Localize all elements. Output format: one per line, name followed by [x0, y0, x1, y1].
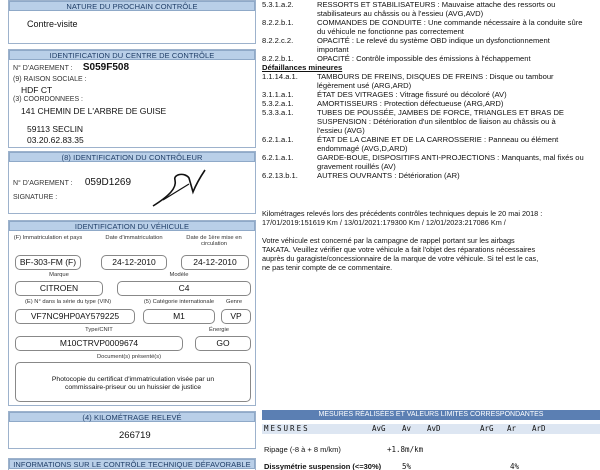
defect-line — [262, 117, 556, 126]
defect-line — [262, 36, 550, 45]
center-header: IDENTIFICATION DU CENTRE DE CONTRÔLE — [9, 50, 255, 60]
genre-value: VP — [221, 309, 251, 324]
defect-line — [262, 135, 558, 144]
km-history-line: Kilométrages relevés lors des précédents contrôles techniques depuis le 20 mai 2018 : — [262, 209, 543, 218]
address-line1: 141 CHEMIN DE L'ARBRE DE GUISE — [21, 106, 167, 116]
defect-text: gravement rouillés (AV) — [317, 162, 396, 171]
defect-line — [262, 9, 483, 18]
col-mesures: MESURES — [264, 424, 310, 433]
dissym-label: Dissymétrie suspension (<=30%) — [264, 462, 382, 470]
col-avg: AvG — [372, 424, 386, 433]
dissym-ar: 4% — [510, 462, 520, 470]
model-value: C4 — [117, 281, 251, 296]
col-avd: AvD — [427, 424, 441, 433]
defect-line — [262, 108, 564, 117]
defect-line — [262, 54, 531, 63]
ripage-value: +1.8m/km — [387, 445, 424, 454]
defect-line — [262, 153, 584, 162]
defect-code: 6.2.1.a.1. — [262, 153, 294, 162]
type-label: Type/CNIT — [85, 327, 113, 333]
defect-code: 8.2.2.b.1. — [262, 18, 294, 27]
mileage-value: 266719 — [119, 430, 151, 441]
measures-header: MESURES RÉALISÉES ET VALEURS LIMITES CORRESPONDANTES — [262, 410, 600, 420]
recall-line: TAKATA. Veuillez vérifier que votre véhicule a fait l'objet des réparations nécessaires — [262, 245, 536, 254]
defect-code: 5.3.2.a.1. — [262, 99, 294, 108]
raison-label: (9) RAISON SOCIALE : — [13, 76, 87, 83]
defect-text: ÉTAT DE LA CABINE ET DE LA CARROSSERIE : Panneau ou élément — [317, 135, 559, 144]
defect-text: ÉTAT DES VITRAGES : Vitrage fissuré ou décoloré (AV) — [317, 90, 507, 99]
defect-code: 6.2.13.b.1. — [262, 171, 298, 180]
left-column — [8, 0, 256, 470]
defect-code: 3.1.1.a.1. — [262, 90, 294, 99]
col-av: Av — [402, 424, 412, 433]
energy-label: Énergie — [209, 327, 229, 333]
vehicle-header: IDENTIFICATION DU VÉHICULE — [9, 221, 255, 231]
bottom-info-box — [8, 458, 256, 470]
defect-text: légèrement usé (ARG,ARD) — [317, 81, 412, 90]
defect-line — [262, 90, 507, 99]
defect-line — [262, 27, 464, 36]
controller-agrement-label: N° D'AGREMENT : — [13, 180, 73, 187]
type-value: M10CTRVP0009674 — [15, 336, 183, 351]
defect-text: AMORTISSEURS : Protection défectueuse (ARG,ARD) — [317, 99, 504, 108]
next-visit-header: NATURE DU PROCHAIN CONTRÔLE — [9, 1, 255, 11]
signature-label: SIGNATURE : — [13, 194, 58, 201]
coord-label: (3) COORDONNEES : — [13, 96, 84, 103]
recall-notice — [262, 236, 600, 272]
vin-value: VF7NC9HP0AY579225 — [15, 309, 135, 324]
defect-line — [262, 171, 460, 180]
mileage-header: (4) KILOMÉTRAGE RELEVÉ — [9, 412, 255, 422]
bottom-info-header: INFORMATIONS SUR LE CONTRÔLE TECHNIQUE DÉFAVORABLE — [9, 459, 255, 469]
docs-value: Photocopie du certificat d'immatriculation visée par un commissaire-priseur ou un huissier de justice — [15, 362, 251, 402]
reg-date-label: Date d'immatriculation — [105, 235, 163, 241]
cat-label: (5) Catégorie internationale — [143, 299, 215, 305]
center-agrement-label: N° D'AGREMENT : — [13, 65, 73, 72]
right-column — [262, 0, 600, 470]
center-agrement: S059F508 — [82, 62, 130, 73]
km-history-line: 17/01/2019:151619 Km / 13/01/2021:179300 Km / 12/01/2023:217086 Km / — [262, 218, 506, 227]
recall-line: Votre véhicule est concerné par la campagne de rappel portant sur les airbags — [262, 236, 515, 245]
first-date-label: Date de 1ère mise en circulation — [186, 235, 242, 247]
energy-value: GO — [195, 336, 251, 351]
first-date-value: 24-12-2010 — [181, 255, 249, 270]
defect-text: GARDE-BOUE, DISPOSITIFS ANTI-PROJECTIONS : Manquants, mal fixés ou — [317, 153, 584, 162]
model-label: Modèle — [169, 272, 189, 278]
defect-line — [262, 0, 555, 9]
defect-text: RESSORTS ET STABILISATEURS : Mauvaise attache des ressorts ou — [317, 0, 556, 9]
defect-code: 1.1.14.a.1. — [262, 72, 298, 81]
controller-header: (8) IDENTIFICATION DU CONTRÔLEUR — [9, 152, 255, 162]
center-box — [8, 49, 256, 148]
vehicle-box — [8, 220, 256, 406]
defect-text: l'essieu (AVG) — [317, 126, 365, 135]
vin-label: (E) N° dans la série du type (VIN) — [24, 299, 112, 305]
ripage-label: Ripage (-8 à + 8 m/km) — [264, 445, 341, 454]
defect-line — [262, 99, 503, 108]
defect-code: 6.2.1.a.1. — [262, 135, 294, 144]
genre-label: Genre — [225, 299, 243, 305]
next-visit-value: Contre-visite — [27, 19, 78, 29]
cat-value: M1 — [143, 309, 215, 324]
next-visit-box — [8, 0, 256, 44]
minor-defects-title: Défaillances mineures — [262, 63, 343, 72]
controller-agrement: 059D1269 — [84, 177, 132, 188]
raison-value: HDF CT — [21, 85, 53, 95]
mileage-box — [8, 411, 256, 449]
defect-text: OPACITÉ : Contrôle impossible des émissions à l'échappement — [317, 54, 531, 63]
defect-text: OPACITÉ : Le relevé du système OBD indique un dysfonctionnement — [317, 36, 550, 45]
defect-code: 5.3.3.a.1. — [262, 108, 294, 117]
plate-label: (F) Immatriculation et pays — [13, 235, 83, 241]
defect-text: SUSPENSION : Détérioration d'un silentbloc de liaison au châssis ou à — [317, 117, 556, 126]
phone: 03.20.62.83.35 — [27, 135, 84, 145]
docs-label: Document(s) présenté(s) — [96, 354, 162, 360]
defect-text: endommagé (AVG,D,ARD) — [317, 144, 408, 153]
defect-code: 5.3.1.a.2. — [262, 0, 294, 9]
col-ard: ArD — [532, 424, 546, 433]
make-label: Marque — [49, 272, 69, 278]
controller-box — [8, 151, 256, 214]
col-arg: ArG — [480, 424, 494, 433]
recall-line: ne pas tenir compte de ce commentaire. — [262, 263, 393, 272]
km-history — [262, 209, 600, 227]
reg-date-value: 24-12-2010 — [101, 255, 167, 270]
defect-line — [262, 126, 365, 135]
plate-value: BF-303-FM (F) — [15, 255, 81, 270]
defect-line — [262, 81, 411, 90]
dissym-av: 5% — [402, 462, 412, 470]
defect-text: COMMANDES DE CONDUITE : Une commande nécessaire à la conduite sûre — [317, 18, 583, 27]
defect-line — [262, 45, 349, 54]
defect-text: AUTRES OUVRANTS : Détérioration (AR) — [317, 171, 460, 180]
col-ar: Ar — [507, 424, 517, 433]
address-line2: 59113 SECLIN — [27, 124, 84, 134]
defect-code: 8.2.2.b.1. — [262, 54, 294, 63]
measures-columns — [262, 424, 600, 434]
make-value: CITROEN — [15, 281, 103, 296]
defect-text: du véhicule ne fonctionne pas correctement — [317, 27, 464, 36]
defect-text: stabilisateurs au châssis ou à l'essieu (AVG,AVD) — [317, 9, 484, 18]
signature-mark — [149, 166, 209, 210]
defect-code: 8.2.2.c.2. — [262, 36, 294, 45]
recall-line: auprès du garagiste/concessionnaire de la marque de votre véhicule. Si tel est le cas, — [262, 254, 539, 263]
defect-line — [262, 144, 408, 153]
defect-line — [262, 72, 554, 81]
defect-text: TUBES DE POUSSÉE, JAMBES DE FORCE, TRIANGLES ET BRAS DE — [317, 108, 564, 117]
defect-text: important — [317, 45, 349, 54]
defect-text: TAMBOURS DE FREINS, DISQUES DE FREINS : Disque ou tambour — [317, 72, 554, 81]
defect-line — [262, 18, 582, 27]
defect-line — [262, 162, 396, 171]
